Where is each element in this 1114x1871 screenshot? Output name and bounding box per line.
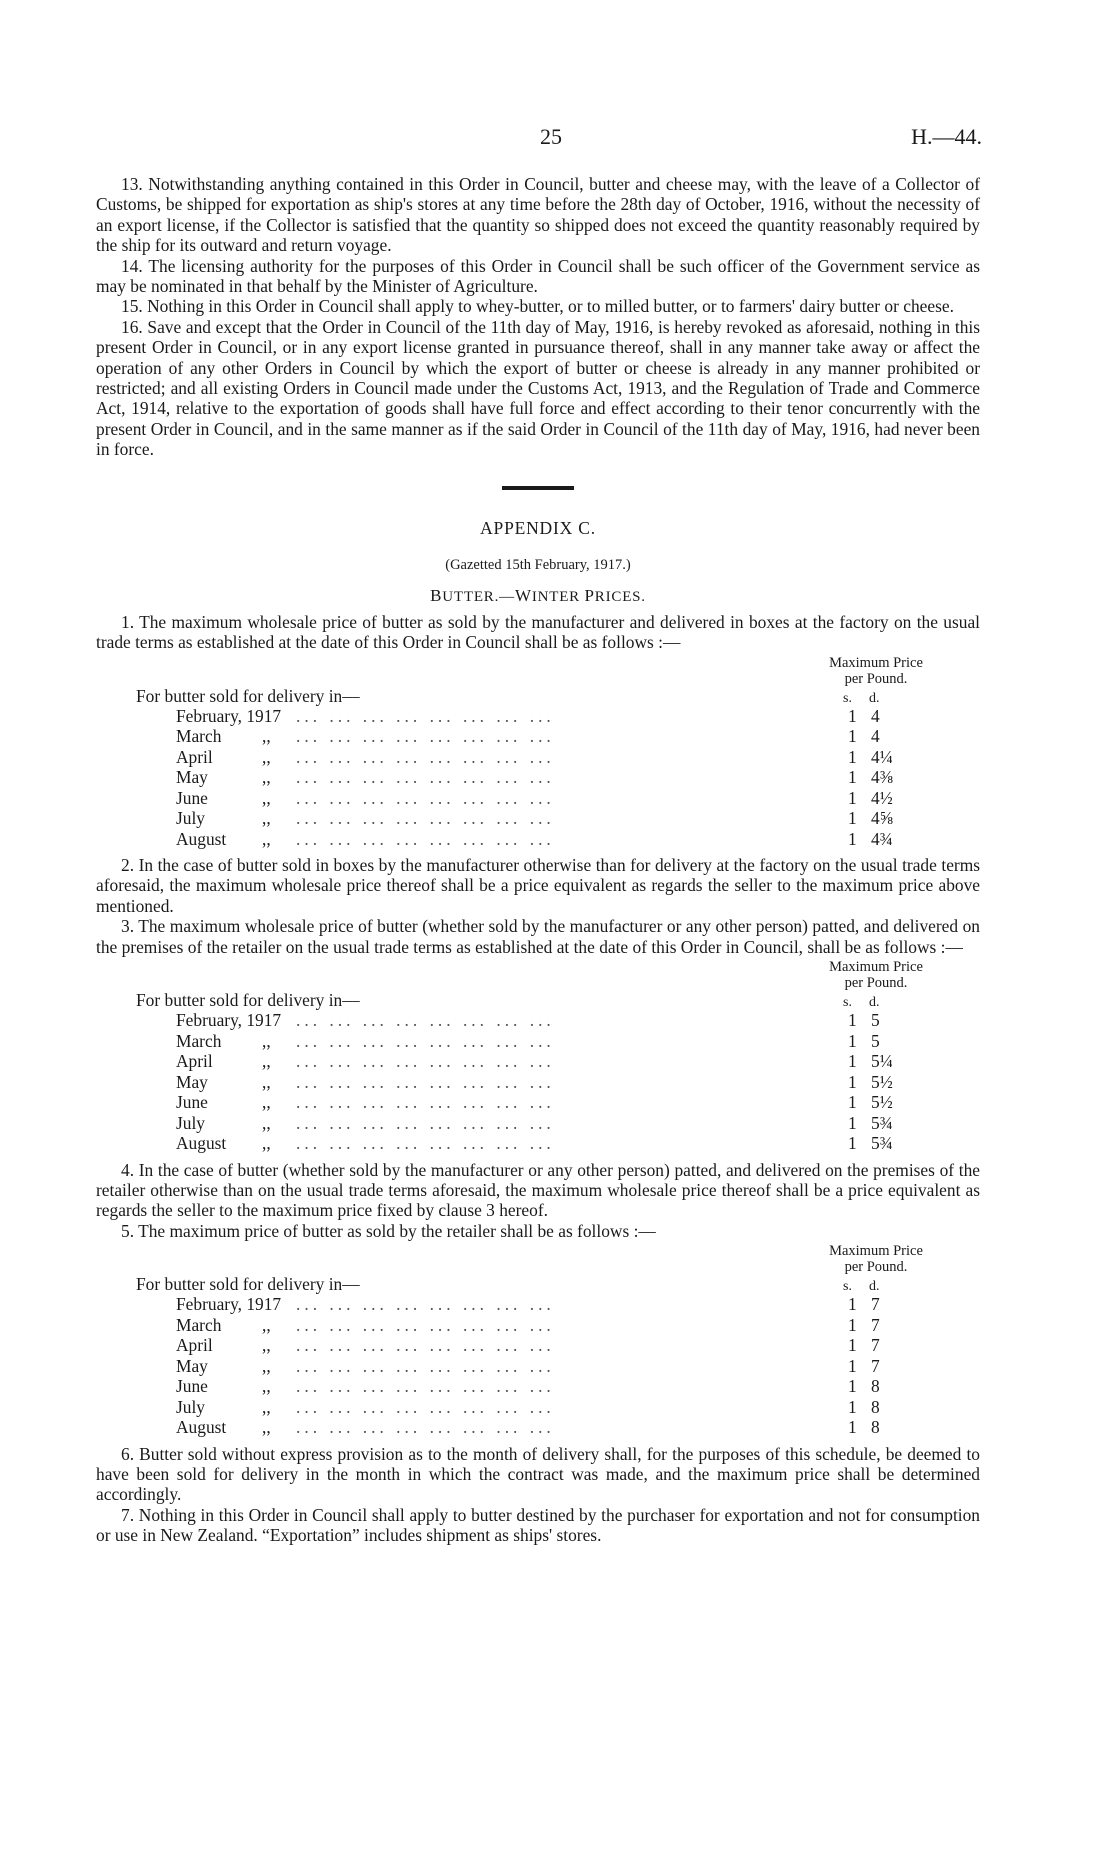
max-price-heading <box>811 655 941 687</box>
paragraph-6: 6. Butter sold without express provision as to the month of delivery shall, for the purposes of this schedule, be deemed to have been sold for delivery in the month in which the contract was made, and the maximum price shall be determined accordingly. <box>96 1443 980 1505</box>
max-price-label: Maximum Price <box>829 1243 923 1260</box>
clause-13: 13. Notwithstanding anything contained in this Order in Council, butter and cheese may, with the leave of a Collector of Customs, be shipped for exportation as ship's stores at any time before the 28th day of October, 1916, without the necessity of an export license, if the Collector is satisfied that the quantity so shipped does not exceed the quantity reasonably required by the ship for its outward and return voyage. <box>96 174 980 256</box>
paragraph-2: 2. In the case of butter sold in boxes by the manufacturer otherwise than for delivery at the factory on the usual trade terms aforesaid, the maximum wholesale price thereof shall be a price equivalent as regards the seller to the maximum price above mentioned. <box>96 855 980 916</box>
paragraph-3: 3. The maximum wholesale price of butter (whether sold by the manufacturer or any other person) patted, and delivered on the premises of the retailer on the usual trade terms as established at the date of this Order in Council, shall be as follows :— <box>96 916 980 957</box>
clause-14: 14. The licensing authority for the purposes of this Order in Council shall be such officer of the Government service as may be nominated in that behalf by the Minister of Agriculture. <box>96 255 980 297</box>
leader-dots: ... ... ... ... ... ... ... ... <box>296 808 555 828</box>
shillings-value: 1 <box>848 828 857 849</box>
pence-value: 7 <box>871 1314 880 1335</box>
pence-value: 7 <box>871 1335 880 1356</box>
price-row <box>96 829 980 850</box>
price-row <box>96 1294 980 1315</box>
pence-value: 4½ <box>871 787 893 808</box>
ditto-mark: ,, <box>262 1396 271 1417</box>
ditto-mark: ,, <box>262 1355 271 1376</box>
per-pound-label: per Pound. <box>844 1259 908 1276</box>
section-title-b: B <box>430 585 443 605</box>
price-row <box>96 1031 980 1052</box>
month-label: March <box>176 1314 222 1335</box>
month-label: June <box>176 1092 208 1113</box>
shillings-value: 1 <box>848 1051 857 1072</box>
price-row <box>96 706 980 727</box>
month-label: August <box>176 1133 227 1154</box>
pence-heading: d. <box>869 1279 880 1295</box>
section-title-w: W <box>514 585 532 605</box>
max-price-label: Maximum Price <box>829 654 923 671</box>
pence-value: 7 <box>871 1294 880 1315</box>
leader-dots: ... ... ... ... ... ... ... ... <box>296 1071 555 1092</box>
price-row <box>96 747 980 768</box>
leader-dots: ... ... ... ... ... ... ... ... <box>296 1417 555 1438</box>
pence-value: 4⅜ <box>871 767 893 787</box>
section-title-inter: INTER <box>531 588 585 605</box>
price-row <box>96 1133 980 1154</box>
pence-value: 4⅝ <box>871 808 893 828</box>
ditto-mark: ,, <box>262 1092 271 1113</box>
pence-value: 4¾ <box>871 828 893 849</box>
shillings-value: 1 <box>848 726 857 746</box>
month-label: March <box>176 726 222 746</box>
table-intro-label: For butter sold for delivery in— <box>136 1274 360 1295</box>
month-label: March <box>176 1030 222 1051</box>
price-row <box>96 1072 980 1093</box>
price-row <box>96 788 980 809</box>
pence-value: 5½ <box>871 1092 893 1113</box>
leader-dots: ... ... ... ... ... ... ... ... <box>296 828 555 849</box>
leader-dots: ... ... ... ... ... ... ... ... <box>296 767 555 787</box>
pence-heading: d. <box>869 690 880 706</box>
ditto-mark: ,, <box>262 726 271 746</box>
price-row <box>96 1051 980 1072</box>
shillings-value: 1 <box>848 1417 857 1438</box>
ditto-mark: ,, <box>262 1030 271 1051</box>
shillings-value: 1 <box>848 1335 857 1356</box>
table-intro-label: For butter sold for delivery in— <box>136 990 360 1011</box>
leader-dots: ... ... ... ... ... ... ... ... <box>296 1092 555 1113</box>
pence-value: 5½ <box>871 1071 893 1092</box>
ditto-mark: ,, <box>262 1417 271 1438</box>
clause-16: 16. Save and except that the Order in Council of the 11th day of May, 1916, is hereby revoked as aforesaid, nothing in this present Order in Council, or in any export license granted in pursuance thereof, shall in any manner take away or affect the operation of any other Orders in Council by which the export of butter or cheese is already in any manner prohibited or restricted; and all existing Orders in Council made under the Customs Act, 1913, and the Regulation of Trade and Commerce Act, 1914, relative to the exportation of goods shall have full force and effect according to their tenor concurrently with the present Order in Council, and in the same manner as if the said Order in Council of the 11th day of May, 1916, had never been in force. <box>96 316 980 460</box>
section-title-utter: UTTER.— <box>442 588 515 605</box>
price-row <box>96 1315 980 1336</box>
pence-value: 4 <box>871 726 880 746</box>
shillings-value: 1 <box>848 746 857 767</box>
ditto-mark: ,, <box>262 767 271 787</box>
pence-value: 5 <box>871 1030 880 1051</box>
leader-dots: ... ... ... ... ... ... ... ... <box>296 1335 555 1356</box>
month-label: April <box>176 1335 213 1356</box>
pence-value: 8 <box>871 1396 880 1417</box>
max-price-label: Maximum Price <box>829 959 923 976</box>
month-label: June <box>176 1376 208 1397</box>
leader-dots: ... ... ... ... ... ... ... ... <box>296 726 555 746</box>
shillings-value: 1 <box>848 1133 857 1154</box>
appendix-title: APPENDIX C. <box>480 517 596 538</box>
pence-value: 8 <box>871 1417 880 1438</box>
price-row <box>96 726 980 747</box>
price-row <box>96 808 980 829</box>
price-row <box>96 1335 980 1356</box>
paragraph-5: 5. The maximum price of butter as sold by the retailer shall be as follows :— <box>121 1220 656 1241</box>
leader-dots: ... ... ... ... ... ... ... ... <box>296 787 555 808</box>
document-reference: H.—44. <box>911 124 982 149</box>
table-intro-row <box>96 991 980 1010</box>
leader-dots: ... ... ... ... ... ... ... ... <box>296 705 555 726</box>
leader-dots: ... ... ... ... ... ... ... ... <box>296 1112 555 1133</box>
paragraph-1: 1. The maximum wholesale price of butter as sold by the manufacturer and delivered in boxes at the factory on the usual trade terms as established at the date of this Order in Council shall be as follows :— <box>96 611 980 653</box>
ditto-mark: ,, <box>262 808 271 828</box>
paragraph-7: 7. Nothing in this Order in Council shall apply to butter destined by the purchaser for exportation and not for consumption or use in New Zealand. “Exportation” includes shipment as ships' stores. <box>96 1504 980 1546</box>
ditto-mark: ,, <box>262 1112 271 1133</box>
ditto-mark: ,, <box>262 787 271 808</box>
month-label: February, 1917 <box>176 1010 282 1031</box>
pence-value: 4 <box>871 705 880 726</box>
month-label: July <box>176 1396 205 1417</box>
leader-dots: ... ... ... ... ... ... ... ... <box>296 1294 555 1315</box>
shillings-heading: s. <box>843 690 852 706</box>
shillings-value: 1 <box>848 1314 857 1335</box>
ditto-mark: ,, <box>262 1314 271 1335</box>
page-number: 25 <box>540 124 562 149</box>
leader-dots: ... ... ... ... ... ... ... ... <box>296 1355 555 1376</box>
month-label: April <box>176 1051 213 1072</box>
month-label: February, 1917 <box>176 705 282 726</box>
month-label: May <box>176 1355 208 1376</box>
month-label: June <box>176 787 208 808</box>
pence-value: 7 <box>871 1355 880 1376</box>
table-intro-label: For butter sold for delivery in— <box>136 685 360 706</box>
price-row <box>96 1417 980 1438</box>
section-title <box>96 586 980 606</box>
per-pound-label: per Pound. <box>844 670 908 687</box>
shillings-value: 1 <box>848 1010 857 1031</box>
price-row <box>96 1092 980 1113</box>
month-label: August <box>176 1417 227 1438</box>
month-label: April <box>176 746 213 767</box>
pence-value: 5¾ <box>871 1112 893 1133</box>
price-row <box>96 1376 980 1397</box>
pence-value: 5 <box>871 1010 880 1031</box>
shillings-value: 1 <box>848 1112 857 1133</box>
month-label: February, 1917 <box>176 1294 282 1315</box>
leader-dots: ... ... ... ... ... ... ... ... <box>296 1030 555 1051</box>
ditto-mark: ,, <box>262 1071 271 1092</box>
shillings-heading: s. <box>843 1279 852 1295</box>
shillings-value: 1 <box>848 787 857 808</box>
shillings-value: 1 <box>848 808 857 828</box>
ditto-mark: ,, <box>262 1376 271 1397</box>
price-row <box>96 1397 980 1418</box>
shillings-value: 1 <box>848 1071 857 1092</box>
leader-dots: ... ... ... ... ... ... ... ... <box>296 1051 555 1072</box>
pence-value: 5¾ <box>871 1133 893 1154</box>
section-title-rices: RICES. <box>594 588 646 605</box>
month-label: May <box>176 767 208 787</box>
table-intro-row <box>96 1275 980 1294</box>
shillings-heading: s. <box>843 995 852 1011</box>
ditto-mark: ,, <box>262 1335 271 1356</box>
leader-dots: ... ... ... ... ... ... ... ... <box>296 1010 555 1031</box>
pence-value: 5¼ <box>871 1051 893 1072</box>
shillings-value: 1 <box>848 705 857 726</box>
page-content <box>96 174 980 1546</box>
section-title-p: P <box>584 585 595 605</box>
price-row <box>96 1356 980 1377</box>
ditto-mark: ,, <box>262 828 271 849</box>
shillings-value: 1 <box>848 1030 857 1051</box>
pence-heading: d. <box>869 995 880 1011</box>
price-table <box>96 1243 980 1444</box>
shillings-value: 1 <box>848 1355 857 1376</box>
table-intro-row <box>96 687 980 706</box>
leader-dots: ... ... ... ... ... ... ... ... <box>296 746 555 767</box>
month-label: July <box>176 1112 205 1133</box>
section-divider <box>502 486 574 490</box>
shillings-value: 1 <box>848 1376 857 1397</box>
month-label: May <box>176 1071 208 1092</box>
page-header <box>0 124 1114 154</box>
month-label: August <box>176 828 227 849</box>
shillings-value: 1 <box>848 1092 857 1113</box>
paragraph-4: 4. In the case of butter (whether sold by the manufacturer or any other person) patted, and delivered on the premises of the retailer otherwise than on the usual trade terms aforesaid, the maximum wholesale price thereof shall be a price equivalent as regards the seller to the maximum price fixed by clause 3 hereof. <box>96 1159 980 1221</box>
price-table <box>96 959 980 1160</box>
shillings-value: 1 <box>848 1396 857 1417</box>
price-row <box>96 1010 980 1031</box>
price-table <box>96 655 980 856</box>
price-row <box>96 767 980 788</box>
max-price-heading <box>811 959 941 991</box>
ditto-mark: ,, <box>262 1051 271 1072</box>
shillings-value: 1 <box>848 1294 857 1315</box>
max-price-heading <box>811 1243 941 1275</box>
clause-15: 15. Nothing in this Order in Council shall apply to whey-butter, or to milled butter, or to farmers' dairy butter or cheese. <box>121 296 954 317</box>
leader-dots: ... ... ... ... ... ... ... ... <box>296 1376 555 1397</box>
price-row <box>96 1113 980 1134</box>
pence-value: 4¼ <box>871 746 893 767</box>
leader-dots: ... ... ... ... ... ... ... ... <box>296 1133 555 1154</box>
pence-value: 8 <box>871 1376 880 1397</box>
ditto-mark: ,, <box>262 1133 271 1154</box>
ditto-mark: ,, <box>262 746 271 767</box>
month-label: July <box>176 808 205 828</box>
gazette-note: (Gazetted 15th February, 1917.) <box>445 556 631 573</box>
shillings-value: 1 <box>848 767 857 787</box>
leader-dots: ... ... ... ... ... ... ... ... <box>296 1396 555 1417</box>
leader-dots: ... ... ... ... ... ... ... ... <box>296 1314 555 1335</box>
per-pound-label: per Pound. <box>844 975 908 992</box>
